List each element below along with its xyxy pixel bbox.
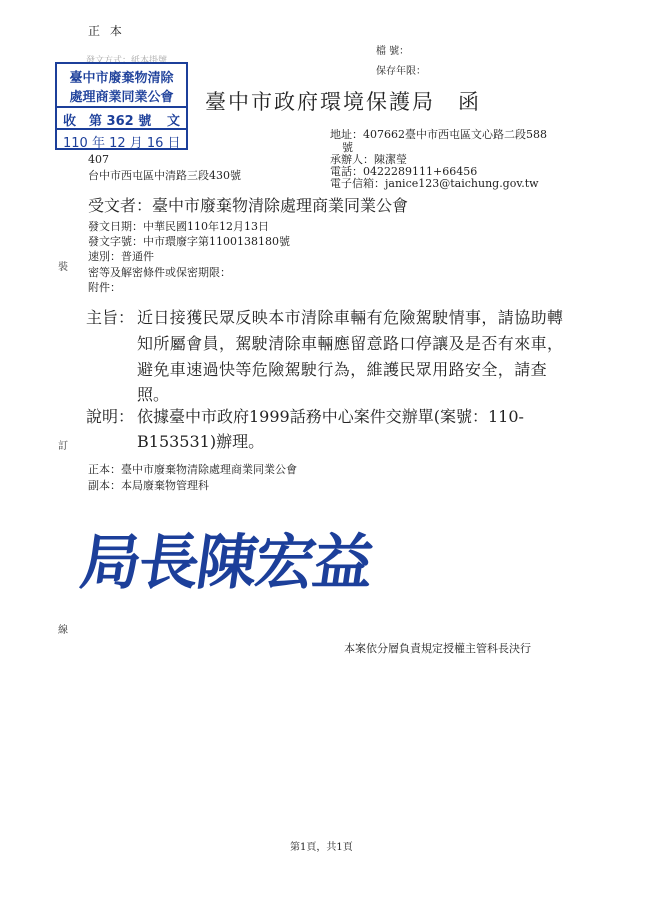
explanation-label: 說明： bbox=[86, 407, 135, 426]
stamp-receipt-date: 110 年 12 月 16 日 bbox=[63, 136, 181, 151]
file-number-label: 檔 號： bbox=[376, 46, 410, 57]
binding-mark-xian: 線 bbox=[58, 625, 68, 636]
explanation-line-1: 依據臺中市政府1999話務中心案件交辦單(案號：110- bbox=[137, 407, 524, 426]
distribution-copy: 副本：本局廢棄物管理科 bbox=[88, 479, 209, 492]
director-signature-stamp bbox=[76, 505, 422, 600]
binding-mark-ding: 訂 bbox=[58, 441, 68, 452]
document-title: 臺中市政府環境保護局 函 bbox=[205, 90, 481, 114]
receipt-stamp bbox=[55, 62, 188, 150]
issue-date: 發文日期：中華民國110年12月13日 bbox=[88, 220, 269, 233]
subject-label: 主旨： bbox=[86, 308, 135, 327]
sender-phone: 電話：0422289111+66456 bbox=[330, 165, 478, 178]
signature-text: 局長陳宏益 bbox=[76, 528, 377, 598]
subject-line-2: 知所屬會員，駕駛清除車輛應留意路口停讓及是否有來車， bbox=[137, 334, 564, 353]
delivery-speed: 速別：普通件 bbox=[88, 250, 154, 263]
stamp-org-line1: 臺中市廢棄物清除 bbox=[69, 71, 174, 86]
subject-line-3: 避免車速過快等危險駕駛行為，維護民眾用路安全，請查 bbox=[137, 360, 548, 379]
distribution-original: 正本：臺中市廢棄物清除處理商業同業公會 bbox=[88, 463, 297, 476]
recipient-address: 台中市西屯區中清路三段430號 bbox=[88, 169, 241, 182]
sender-address-line1: 地址：407662臺中市西屯區文心路二段588 bbox=[330, 128, 547, 141]
binding-mark-zhuang: 裝 bbox=[58, 262, 68, 273]
secrecy-level: 密等及解密條件或保密期限： bbox=[88, 266, 231, 279]
stamp-org-line2: 處理商業同業公會 bbox=[69, 90, 174, 105]
stamp-receipt-prefix: 收 bbox=[63, 114, 77, 129]
explanation-line-2: B153531)辦理。 bbox=[137, 432, 265, 451]
page-footer: 第1頁，共1頁 bbox=[290, 842, 353, 853]
sender-email: 電子信箱：janice123@taichung.gov.tw bbox=[330, 177, 539, 190]
copy-label: 正 本 bbox=[88, 24, 125, 38]
attachment: 附件： bbox=[88, 281, 121, 294]
retention-label: 保存年限： bbox=[376, 66, 426, 77]
subject-line-1: 近日接獲民眾反映本市清除車輛有危險駕駛情事，請協助轉 bbox=[137, 308, 564, 327]
sender-address-line2: 號 bbox=[342, 141, 353, 154]
document-number: 發文字號：中市環廢字第1100138180號 bbox=[88, 235, 290, 248]
stamp-receipt-number: 第 362 號 bbox=[89, 114, 152, 129]
delegation-note: 本案依分層負責規定授權主管科長決行 bbox=[344, 642, 531, 655]
sender-type-faded: 發文方式：紙本掛號 bbox=[86, 56, 168, 66]
stamp-receipt-suffix: 文 bbox=[167, 114, 181, 129]
subject-line-4: 照。 bbox=[137, 385, 170, 404]
recipient: 受文者：臺中市廢棄物清除處理商業同業公會 bbox=[88, 196, 409, 215]
recipient-postal: 407 bbox=[88, 153, 109, 166]
sender-contact: 承辦人：陳潔瑩 bbox=[330, 153, 407, 166]
